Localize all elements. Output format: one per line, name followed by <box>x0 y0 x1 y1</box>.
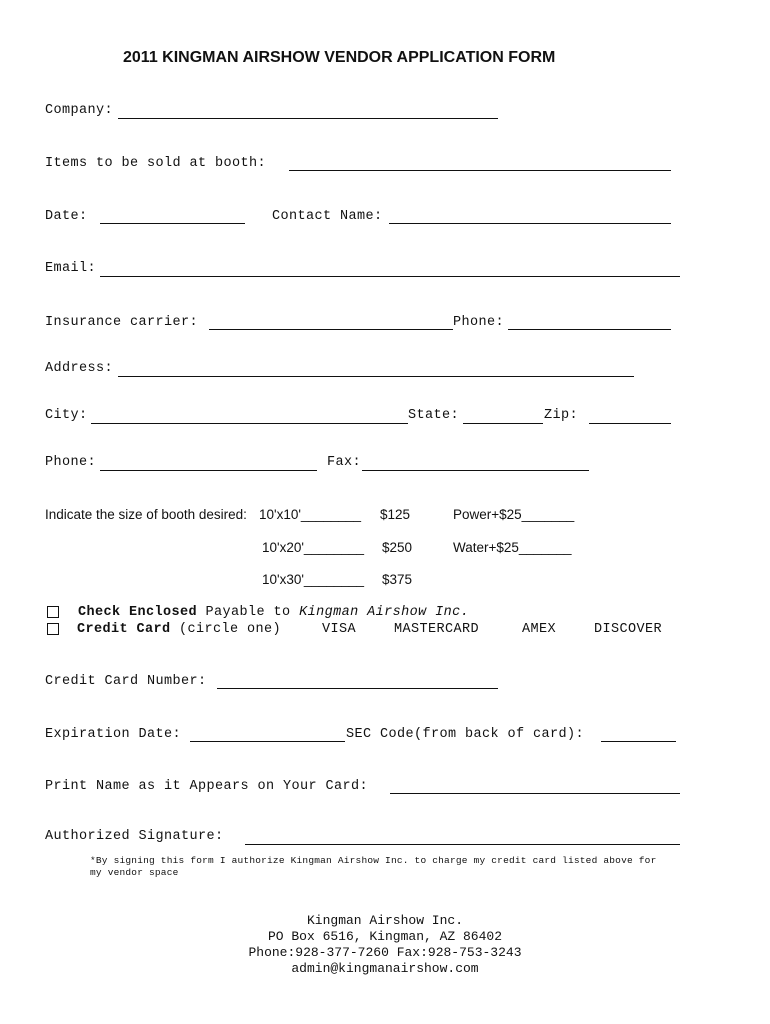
sec-code-field[interactable] <box>601 741 676 742</box>
card-number-label: Credit Card Number: <box>45 674 207 689</box>
card-mastercard[interactable]: MASTERCARD <box>394 622 480 637</box>
booth-option-price: $375 <box>382 572 413 587</box>
email-field[interactable] <box>100 276 680 277</box>
check-enclosed-row <box>78 606 469 620</box>
signature-field[interactable] <box>245 844 680 845</box>
company-label: Company: <box>45 103 114 118</box>
card-amex[interactable]: AMEX <box>522 622 557 637</box>
state-field[interactable] <box>463 423 543 424</box>
disclaimer-line1: *By signing this form I authorize Kingman Airshow Inc. to charge my credit card listed above for <box>90 855 657 866</box>
booth-option-size[interactable]: 10'x10'________ <box>259 507 362 522</box>
phone-label: Phone: <box>453 315 505 330</box>
card-discover[interactable]: DISCOVER <box>594 622 663 637</box>
zip-field[interactable] <box>589 423 671 424</box>
contact-name-field[interactable] <box>389 223 671 224</box>
phone2-label: Phone: <box>45 455 97 470</box>
fax-field[interactable] <box>362 470 589 471</box>
city-label: City: <box>45 408 88 423</box>
footer-org: Kingman Airshow Inc. <box>306 913 464 928</box>
zip-label: Zip: <box>544 408 579 423</box>
phone-field[interactable] <box>508 329 671 330</box>
card-visa[interactable]: VISA <box>322 622 357 637</box>
card-number-field[interactable] <box>217 688 498 689</box>
footer-email: admin@kingmanairshow.com <box>291 961 479 976</box>
expiration-label: Expiration Date: <box>45 727 182 742</box>
booth-size-label: Indicate the size of booth desired: <box>45 507 247 522</box>
date-label: Date: <box>45 209 88 224</box>
booth-option-size[interactable]: 10'x30'________ <box>262 572 365 587</box>
phone2-field[interactable] <box>100 470 317 471</box>
insurance-field[interactable] <box>209 329 453 330</box>
expiration-field[interactable] <box>190 741 345 742</box>
circle-one-label: (circle one) <box>179 622 282 637</box>
disclaimer-line2: my vendor space <box>90 867 179 878</box>
insurance-label: Insurance carrier: <box>45 315 199 330</box>
water-option[interactable]: Water+$25_______ <box>453 540 572 555</box>
footer-address: PO Box 6516, Kingman, AZ 86402 <box>267 929 503 944</box>
credit-card-row <box>77 623 281 637</box>
state-label: State: <box>408 408 460 423</box>
items-field[interactable] <box>289 170 671 171</box>
check-enclosed-checkbox[interactable] <box>47 606 59 618</box>
fax-label: Fax: <box>327 455 362 470</box>
email-label: Email: <box>45 261 97 276</box>
payee-name: Kingman Airshow Inc. <box>299 605 470 620</box>
page-title: 2011 KINGMAN AIRSHOW VENDOR APPLICATION FORM <box>123 49 556 66</box>
address-field[interactable] <box>118 376 634 377</box>
power-option[interactable]: Power+$25_______ <box>453 507 575 522</box>
signature-label: Authorized Signature: <box>45 829 224 844</box>
booth-option-price: $125 <box>380 507 411 522</box>
print-name-field[interactable] <box>390 793 680 794</box>
payable-to-label: Payable to <box>205 605 291 620</box>
check-enclosed-label: Check Enclosed <box>78 605 198 620</box>
contact-name-label: Contact Name: <box>272 209 383 224</box>
items-label: Items to be sold at booth: <box>45 156 267 171</box>
booth-option-size[interactable]: 10'x20'________ <box>262 540 365 555</box>
credit-card-checkbox[interactable] <box>47 623 59 635</box>
sec-code-label: SEC Code(from back of card): <box>346 727 585 742</box>
company-field[interactable] <box>118 118 498 119</box>
booth-option-price: $250 <box>382 540 413 555</box>
credit-card-label: Credit Card <box>77 622 171 637</box>
date-field[interactable] <box>100 223 245 224</box>
address-label: Address: <box>45 361 114 376</box>
city-field[interactable] <box>91 423 408 424</box>
print-name-label: Print Name as it Appears on Your Card: <box>45 779 369 794</box>
footer-phones: Phone:928-377-7260 Fax:928-753-3243 <box>248 945 522 960</box>
